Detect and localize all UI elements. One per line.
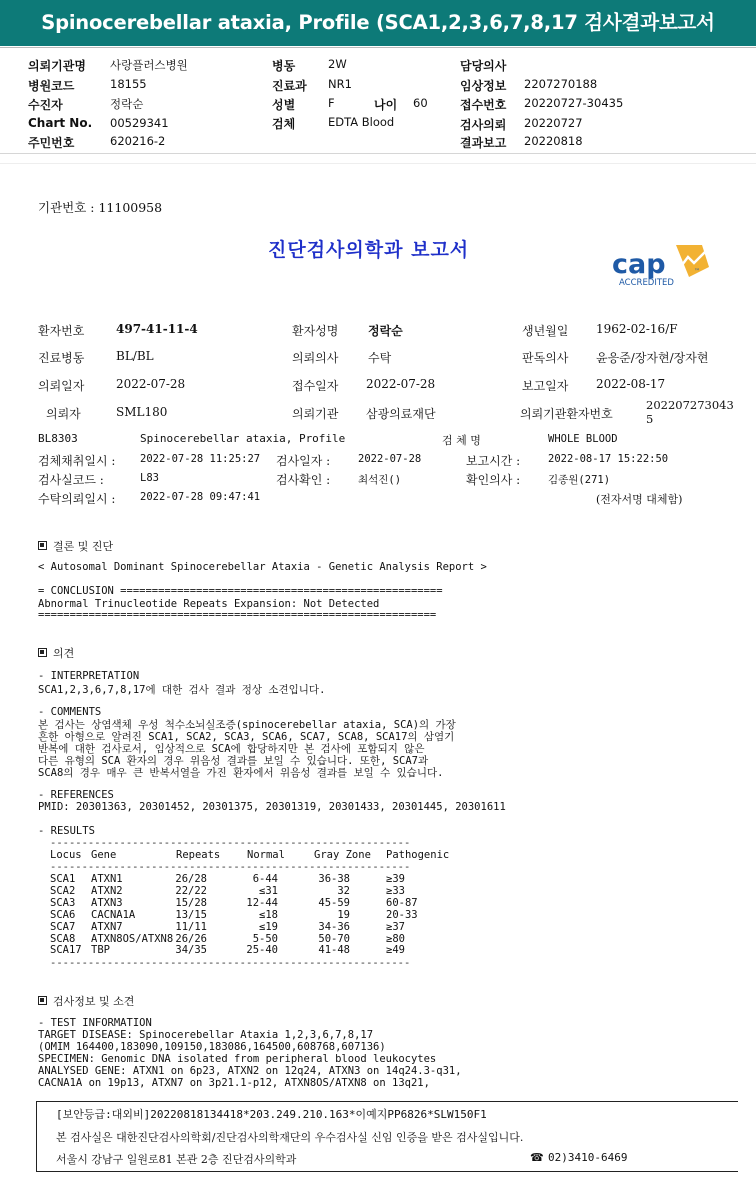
patient-label: 환자성명: [292, 324, 339, 338]
square-bullet-icon: [38, 648, 47, 657]
patient-value: 1962-02-16/F: [596, 322, 678, 336]
results-cell: 32: [337, 884, 350, 897]
report-time-value: 2022-08-17 15:22:50: [548, 453, 669, 465]
address-text: 서울시 강남구 일원로81 본관 2층 진단검사의학과: [56, 1153, 297, 1166]
testinfo-line: - TEST INFORMATION: [38, 1017, 152, 1029]
cap-logo-text: cap: [612, 249, 666, 280]
certification-text: 본 검사실은 대한진단검사의학회/진단검사의학재단의 우수검사실 신임 인증을 받은 검사실입니다.: [56, 1131, 524, 1144]
results-cell: TBP: [91, 944, 110, 957]
header-label: 병동: [272, 59, 296, 73]
results-cell: SCA2: [50, 884, 76, 897]
results-cell: 20-33: [386, 908, 418, 921]
header-value: 정락순: [110, 97, 144, 111]
header-value: 2W: [328, 57, 347, 71]
results-cell: 19: [337, 908, 350, 921]
header-label: 의뢰기관명: [28, 59, 86, 73]
section-heading-testinfo: [38, 993, 134, 1009]
results-cell: 11/11: [175, 920, 207, 933]
conclusion-text: Abnormal Trinucleotide Repeats Expansion: Not Detected: [38, 598, 380, 610]
header-label: 접수번호: [460, 98, 507, 112]
results-cell: 22/22: [175, 884, 207, 897]
specimen-value: WHOLE BLOOD: [548, 433, 618, 445]
section-heading-text: 의견: [53, 647, 75, 660]
patient-label: 의뢰기관환자번호: [520, 407, 613, 421]
results-cell: ≥33: [386, 884, 405, 897]
results-cell: 41-48: [318, 944, 350, 957]
results-header-cell: Gray Zone: [314, 849, 371, 861]
report-time-label: 보고시간 :: [466, 454, 521, 468]
patient-value: BL/BL: [116, 349, 154, 363]
results-rule: ---------------------------------------------------------: [50, 861, 411, 873]
section-heading-text: 결론 및 진단: [53, 540, 114, 553]
comment-line: 반복에 대한 검사로서, 임상적으로 SCA에 합당하지만 본 검사에 포함되지 않은: [38, 743, 425, 755]
results-header-cell: Repeats: [176, 849, 221, 861]
page-title: Spinocerebellar ataxia, Profile (SCA1,2,3,6,7,8,17 검사결과보고서: [0, 0, 756, 46]
testinfo-line: CACNA1A on 19p13, ATXN7 on 3p21.1-p12, ATXN8OS/ATXN8 on 13q21,: [38, 1077, 430, 1089]
header-value: 620216-2: [110, 134, 166, 148]
header-label: Chart No.: [28, 116, 93, 130]
patient-value: 2022-07-28: [366, 377, 436, 391]
results-cell: 26/26: [175, 932, 207, 945]
section-heading-text: 검사정보 및 소견: [53, 995, 135, 1008]
testinfo-line: SPECIMEN: Genomic DNA isolated from peripheral blood leukocytes: [38, 1053, 437, 1065]
header-value: NR1: [328, 77, 352, 91]
room-value: L83: [140, 472, 159, 484]
test-date-label: 검사일자 :: [276, 454, 331, 468]
institution-number: 기관번호 : 11100958: [38, 200, 163, 215]
header-value: 20220818: [524, 134, 583, 148]
header-value: 18155: [110, 77, 147, 91]
results-cell: ≤31: [259, 884, 278, 897]
section-heading-opinion: [38, 645, 74, 661]
comments-title: - COMMENTS: [38, 706, 102, 718]
results-cell: 6-44: [252, 873, 278, 885]
results-cell: ≥49: [386, 944, 405, 957]
report-name: < Autosomal Dominant Spinocerebellar Ataxia - Genetic Analysis Report >: [38, 561, 487, 573]
results-cell: 13/15: [175, 908, 207, 921]
patient-label: 보고일자: [522, 379, 569, 393]
collect-label: 검체채취일시 :: [38, 454, 116, 468]
confirmer-label: 확인의사 :: [466, 473, 521, 487]
results-cell: ≥80: [386, 932, 405, 945]
header-value: F: [328, 96, 335, 110]
entrust-value: 2022-07-28 09:47:41: [140, 491, 261, 503]
confirmer-value: 김종원(271): [548, 474, 611, 486]
header-divider: [0, 163, 756, 164]
results-cell: ATXN8OS/ATXN8: [91, 932, 174, 945]
results-cell: 45-59: [318, 896, 350, 909]
patient-label: 접수일자: [292, 379, 339, 393]
collect-value: 2022-07-28 11:25:27: [140, 453, 261, 465]
results-cell: 5-50: [252, 932, 278, 945]
results-rule: ---------------------------------------------------------: [50, 957, 411, 969]
inst-patient-number: 5: [646, 412, 654, 426]
patient-label: 의뢰의사: [292, 351, 339, 365]
results-title: - RESULTS: [38, 825, 95, 837]
security-line: [보안등급:대외비]20220818134418*203.249.210.163*이예지PP6826*SLW150F1: [56, 1108, 487, 1121]
references-text: PMID: 20301363, 20301452, 20301375, 20301319, 20301433, 20301445, 20301611: [38, 801, 506, 813]
patient-label: 생년월일: [522, 324, 569, 338]
patient-value: 2022-08-17: [596, 377, 666, 391]
results-cell: ATXN1: [91, 873, 123, 885]
testinfo-line: ANALYSED GENE: ATXN1 on 6p23, ATXN2 on 12q24, ATXN3 on 14q24.3-q31,: [38, 1065, 462, 1077]
header-label: 임상정보: [460, 79, 507, 93]
patient-name: 정락순: [368, 324, 403, 338]
results-cell: 25-40: [246, 944, 278, 957]
results-cell: SCA1: [50, 873, 76, 885]
patient-value: SML180: [116, 405, 168, 419]
interpretation-text: SCA1,2,3,6,7,8,17에 대한 검사 결과 정상 소견입니다.: [38, 684, 326, 696]
patient-value: 삼광의료재단: [366, 407, 436, 421]
room-label: 검사실코드 :: [38, 473, 104, 487]
header-divider: [0, 153, 756, 154]
cap-logo-tm: ™: [694, 268, 700, 275]
age-value: 60: [413, 96, 428, 110]
header-label: 결과보고: [460, 136, 507, 150]
cap-logo-accredited: ACCREDITED: [619, 278, 674, 287]
patient-label: 판독의사: [522, 351, 569, 365]
esign-note: (전자서명 대체함): [596, 493, 683, 506]
testinfo-line: (OMIM 164400,183090,109150,183086,164500,608768,607136): [38, 1041, 386, 1053]
results-header-cell: Gene: [91, 849, 117, 861]
conclusion-rule: ===============================================================: [38, 609, 437, 621]
test-date-value: 2022-07-28: [358, 453, 422, 465]
results-cell: 26/28: [175, 873, 207, 885]
title-divider: [0, 47, 756, 48]
comment-line: 흔한 아형으로 알려진 SCA1, SCA2, SCA3, SCA6, SCA7, SCA8, SCA17의 삼염기: [38, 731, 455, 743]
results-rule: ---------------------------------------------------------: [50, 837, 411, 849]
results-cell: SCA7: [50, 920, 76, 933]
comment-line: SCA8의 경우 매우 큰 반복서열을 가진 환자에서 위음성 결과를 보일 수 있습니다.: [38, 767, 444, 779]
confirm-label: 검사확인 :: [276, 473, 331, 487]
entrust-label: 수탁의뢰일시 :: [38, 492, 116, 506]
results-header-cell: Normal: [247, 849, 285, 861]
header-value: 2207270188: [524, 77, 598, 91]
header-label: 주민번호: [28, 136, 75, 150]
test-name: Spinocerebellar ataxia, Profile: [140, 432, 346, 445]
results-cell: SCA17: [50, 944, 82, 957]
inst-patient-number: 202207273043: [646, 398, 734, 412]
results-cell: 34/35: [175, 944, 207, 957]
header-label: 검사의뢰: [460, 118, 507, 132]
patient-label: 진료병동: [38, 351, 85, 365]
results-cell: SCA6: [50, 908, 76, 921]
results-cell: ATXN7: [91, 920, 123, 933]
header-label: 병원코드: [28, 79, 75, 93]
header-value: 20220727: [524, 116, 583, 130]
patient-number: 497-41-11-4: [116, 322, 198, 336]
comment-line: 본 검사는 상염색체 우성 척수소뇌실조증(spinocerebellar ataxia, SCA)의 가장: [38, 719, 456, 731]
footer-border: [36, 1101, 37, 1171]
results-cell: 15/28: [175, 896, 207, 909]
results-cell: ATXN2: [91, 884, 123, 897]
confirm-value: 최석진(): [358, 474, 402, 486]
results-cell: ATXN3: [91, 896, 123, 909]
results-cell: 60-87: [386, 896, 418, 909]
results-cell: SCA8: [50, 932, 76, 945]
patient-value: 윤응준/장자현/장자현: [596, 351, 709, 365]
results-cell: 34-36: [318, 920, 350, 933]
results-cell: ≥37: [386, 920, 405, 933]
header-label: 진료과: [272, 79, 307, 93]
header-label: 성별: [272, 98, 296, 112]
header-value: EDTA Blood: [328, 115, 395, 129]
section-heading-conclusion: [38, 538, 113, 554]
report-title: 진단검사의학과 보고서: [268, 239, 470, 261]
header-value: 사랑플러스병원: [110, 58, 188, 72]
patient-value: 2022-07-28: [116, 377, 186, 391]
footer-border: [36, 1171, 738, 1172]
references-title: - REFERENCES: [38, 789, 114, 801]
results-header-cell: Pathogenic: [386, 849, 450, 861]
test-code: BL8303: [38, 432, 78, 445]
header-label: 검체: [272, 117, 296, 131]
results-cell: SCA3: [50, 896, 76, 909]
footer-border: [36, 1101, 738, 1102]
results-cell: ≥39: [386, 873, 405, 885]
patient-label: 의뢰기관: [292, 407, 339, 421]
results-cell: 36-38: [318, 873, 350, 885]
patient-value: 수탁: [368, 351, 392, 365]
results-cell: ≤18: [259, 908, 278, 921]
phone-icon: ☎: [530, 1151, 544, 1164]
header-value: 20220727-30435: [524, 96, 624, 110]
testinfo-line: TARGET DISEASE: Spinocerebellar Ataxia 1,2,3,6,7,8,17: [38, 1029, 374, 1041]
results-header-cell: Locus: [50, 849, 82, 861]
age-label: 나이: [374, 98, 398, 112]
results-cell: 50-70: [318, 932, 350, 945]
header-value: 00529341: [110, 116, 169, 130]
patient-label: 환자번호: [38, 324, 85, 338]
header-label: 담당의사: [460, 59, 507, 73]
phone-number: 02)3410-6469: [548, 1151, 628, 1164]
specimen-label: 검 체 명: [442, 434, 481, 447]
patient-label: 의뢰자: [46, 407, 81, 421]
results-cell: CACNA1A: [91, 908, 136, 921]
results-cell: ≤19: [259, 920, 278, 933]
header-label: 수진자: [28, 98, 63, 112]
square-bullet-icon: [38, 996, 47, 1005]
patient-label: 의뢰일자: [38, 379, 85, 393]
interpretation-title: - INTERPRETATION: [38, 670, 140, 682]
square-bullet-icon: [38, 541, 47, 550]
conclusion-rule: = CONCLUSION ===================================================: [38, 585, 443, 597]
comment-line: 다른 유형의 SCA 환자의 경우 위음성 결과를 보일 수 있습니다. 또한, SCA7과: [38, 755, 429, 767]
cap-accredited-logo: [612, 243, 712, 287]
results-cell: 12-44: [246, 896, 278, 909]
